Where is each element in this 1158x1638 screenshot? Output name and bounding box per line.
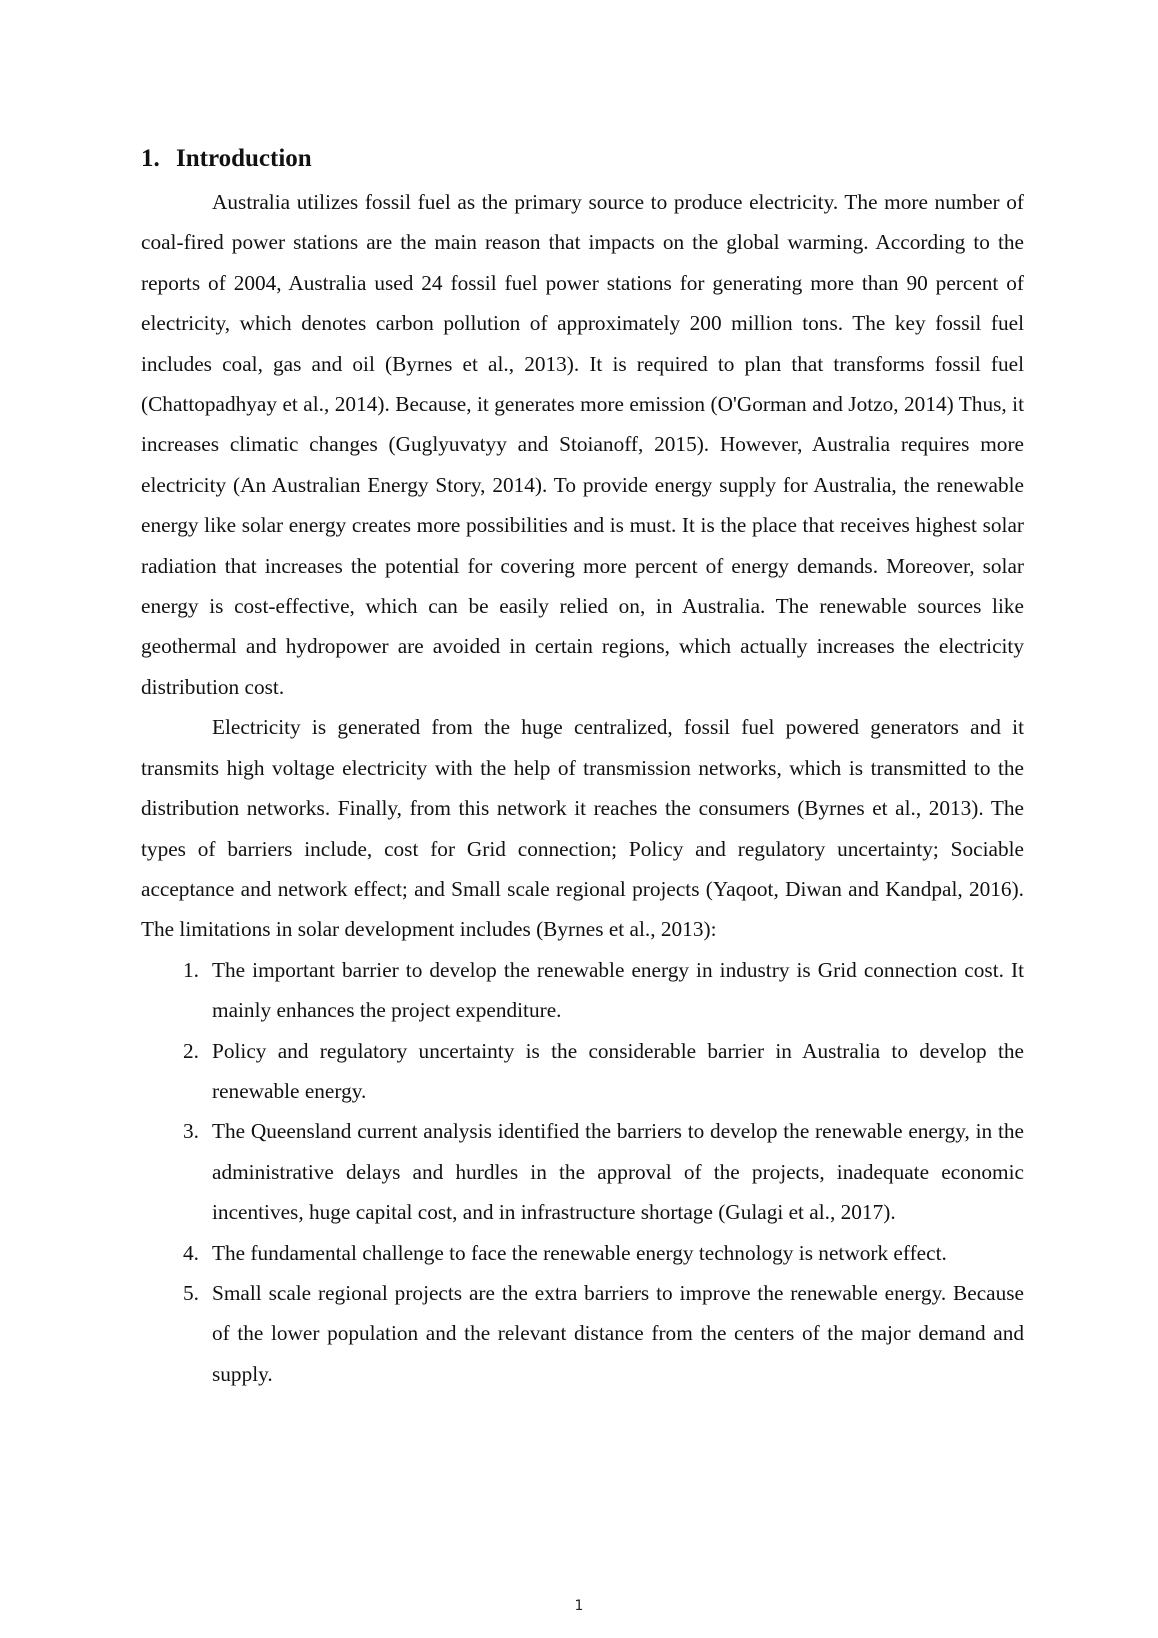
list-item-text: The important barrier to develop the renewable energy in industry is Grid connection cost. It mainly enhances the project expenditure.: [212, 957, 1024, 1023]
list-item-number: 5.: [183, 1280, 199, 1305]
list-item-number: 1.: [183, 957, 199, 982]
list-item-text: The Queensland current analysis identified the barriers to develop the renewable energy, in the administrative delays and hurdles in the approval of the projects, inadequate economic incentives, huge capital cost, and in infrastructure shortage (Gulagi et al., 2017).: [212, 1119, 1024, 1225]
list-item: [141, 1031, 1024, 1112]
list-item-number: 4.: [183, 1240, 199, 1265]
section-heading: [141, 138, 1024, 180]
list-item-number: 2.: [183, 1038, 199, 1063]
list-item-text: Policy and regulatory uncertainty is the considerable barrier in Australia to develop the renewable energy.: [212, 1038, 1024, 1103]
list-item-text: The fundamental challenge to face the renewable energy technology is network effect.: [212, 1240, 947, 1265]
list-item-text: Small scale regional projects are the extra barriers to improve the renewable energy. Because of the lower population and the relevant distance from the centers of the major demand and supply.: [212, 1280, 1024, 1386]
section-title: Introduction: [176, 145, 312, 172]
limitations-list: [141, 950, 1024, 1394]
intro-paragraph-1: Australia utilizes fossil fuel as the primary source to produce electricity. The more number of coal-fired power stations are the main reason that impacts on the global warming. According to the reports of 2004, Australia used 24 fossil fuel power stations for generating more than 90 percent of electricity, which denotes carbon pollution of approximately 200 million tons. The key fossil fuel includes coal, gas and oil (Byrnes et al., 2013). It is required to plan that transforms fossil fuel (Chattopadhyay et al., 2014). Because, it generates more emission (O'Gorman and Jotzo, 2014) Thus, it increases climatic changes (Guglyuvatyy and Stoianoff, 2015). However, Australia requires more electricity (An Australian Energy Story, 2014). To provide energy supply for Australia, the renewable energy like solar energy creates more possibilities and is must. It is the place that receives highest solar radiation that increases the potential for covering more percent of energy demands. Moreover, solar energy is cost-effective, which can be easily relied on, in Australia. The renewable sources like geothermal and hydropower are avoided in certain regions, which actually increases the electricity distribution cost.: [141, 190, 1024, 699]
list-item-number: 3.: [183, 1119, 199, 1144]
list-item: [141, 1233, 1024, 1273]
intro-paragraph-2: Electricity is generated from the huge centralized, fossil fuel powered generators and it transmits high voltage electricity with the help of transmission networks, which is transmitted to the distribution networks. Finally, from this network it reaches the consumers (Byrnes et al., 2013). The types of barriers include, cost for Grid connection; Policy and regulatory uncertainty; Sociable acceptance and network effect; and Small scale regional projects (Yaqoot, Diwan and Kandpal, 2016). The limitations in solar development includes (Byrnes et al., 2013):: [141, 715, 1024, 942]
section-number: 1.: [141, 145, 160, 172]
list-item: [141, 1111, 1024, 1232]
document-page: [141, 138, 1024, 1394]
list-item: [141, 950, 1024, 1031]
page-number: 1: [574, 1598, 584, 1614]
list-item: [141, 1273, 1024, 1394]
